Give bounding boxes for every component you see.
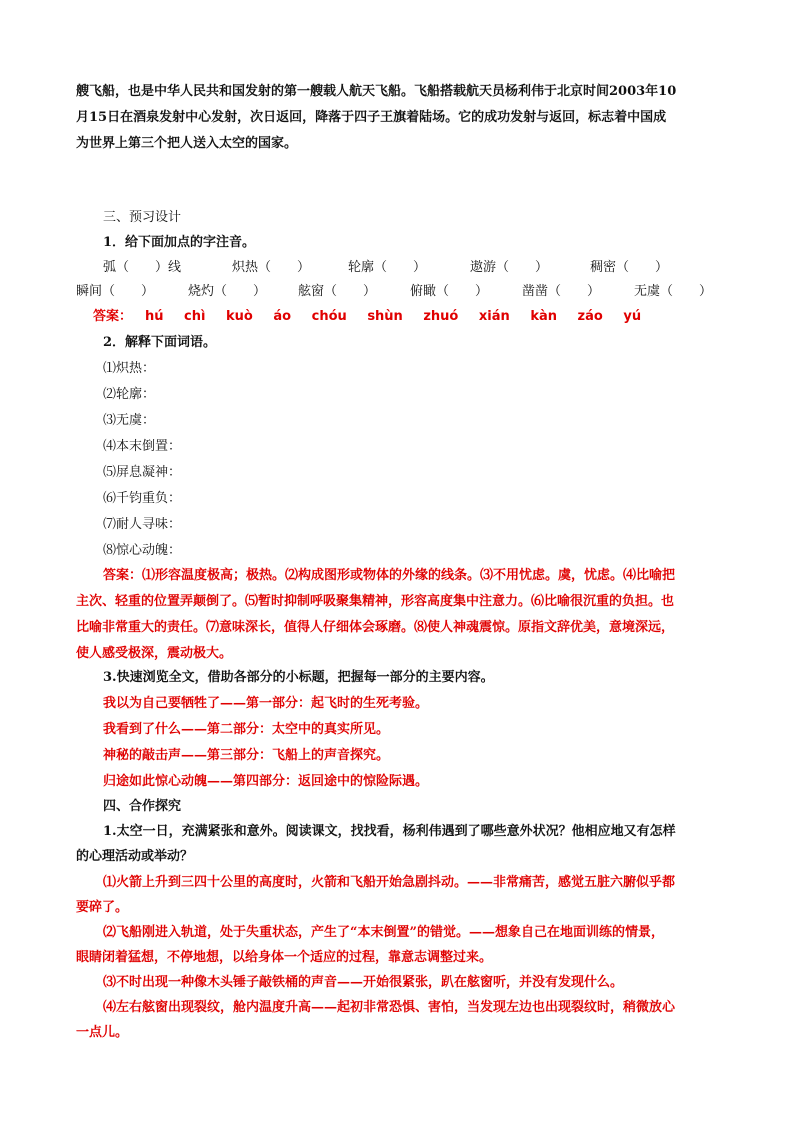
answer-label: 答案： [93, 309, 133, 324]
words-row-1 [0, 258, 794, 278]
section-4-question-line-2: 的心理活动或举动？ [76, 849, 194, 864]
pinyin-item: áo [273, 309, 292, 324]
intro-line-2: 月15日在酒泉发射中心发射，次日返回，降落于四子王旗着陆场。它的成功发射与返回，标志着中国成 [76, 110, 667, 125]
answer-item-2-line-1: ⑵飞船刚进入轨道，处于失重状态，产生了“本末倒置”的错觉。——想象自己在地面训练的情景， [103, 925, 664, 940]
word-item: 舷窗（ ） [298, 284, 377, 299]
intro-line-3: 为世界上第三个把人送入太空的国家。 [76, 136, 298, 151]
pinyin-item: záo [577, 309, 603, 324]
section-4-question-line-1: 1.太空一日，充满紧张和意外。阅读课文，找找看，杨利伟遇到了哪些意外状况？他相应地又有怎样 [103, 824, 676, 839]
answer-item-4-line-1: ⑷左右舷窗出现裂纹，舱内温度升高——起初非常恐惧、害怕，当发现左边也出现裂纹时，稍微放心 [103, 1000, 676, 1015]
pinyin-item: chì [184, 309, 206, 324]
word-item: 轮廓（ ） [348, 260, 427, 275]
word-item: 无虞（ ） [634, 284, 713, 299]
term-item: ⑺耐人寻味： [103, 517, 182, 532]
term-item: ⑸屏息凝神： [103, 465, 182, 480]
term-item: ⑹千钧重负： [103, 491, 182, 506]
question-1: 1．给下面加点的字注音。 [103, 235, 256, 250]
word-item: 炽热（ ） [232, 260, 311, 275]
section-3-title: 三、预习设计 [103, 210, 182, 225]
answer-2-line-2: 主次、轻重的位置弄颠倒了。⑸暂时抑制呼吸聚集精神，形容高度集中注意力。⑹比喻很沉重的负担。也 [76, 594, 675, 609]
term-item: ⑶无虞： [103, 413, 156, 428]
section-4-title: 四、合作探究 [103, 799, 182, 814]
intro-line-1: 艘飞船，也是中华人民共和国发射的第一艘载人航天飞船。飞船搭载航天员杨利伟于北京时间2003年10 [76, 84, 677, 99]
part-item: 我以为自己要牺牲了——第一部分：起飞时的生死考验。 [103, 696, 429, 711]
term-item: ⑴炽热： [103, 361, 156, 376]
pinyin-item: xián [478, 309, 510, 324]
answer-item-4-line-2: 一点儿。 [76, 1025, 129, 1040]
part-item: 我看到了什么——第二部分：太空中的真实所见。 [103, 722, 390, 737]
part-item: 归途如此惊心动魄——第四部分：返回途中的惊险际遇。 [103, 774, 429, 789]
word-item: 稠密（ ） [590, 260, 669, 275]
answer-item-1-line-2: 要碎了。 [76, 900, 129, 915]
pinyin-item: shùn [367, 309, 403, 324]
pinyin-item: yú [623, 309, 642, 324]
answer-2-line-1: 答案：⑴形容温度极高；极热。⑵构成图形或物体的外缘的线条。⑶不用忧虑。虞，忧虑。⑷比喻把 [103, 568, 676, 583]
question-2: 2．解释下面词语。 [103, 335, 217, 350]
term-item: ⑻惊心动魄： [103, 543, 182, 558]
question-3: 3.快速浏览全文，借助各部分的小标题，把握每一部分的主要内容。 [103, 670, 494, 685]
pinyin-item: hú [145, 309, 164, 324]
word-item: 瞬间（ ） [76, 284, 155, 299]
pinyin-item: chóu [311, 309, 347, 324]
answer-2-line-4: 使人感受极深，震动极大。 [76, 646, 233, 661]
pinyin-item: kuò [226, 309, 253, 324]
answer-item-3: ⑶不时出现一种像木头锤子敲铁桶的声音——开始很紧张，趴在舷窗听，并没有发现什么。 [103, 975, 624, 990]
term-item: ⑷本末倒置： [103, 439, 182, 454]
term-item: ⑵轮廓： [103, 387, 156, 402]
words-row-2 [0, 282, 794, 302]
word-item: 俯瞰（ ） [410, 284, 489, 299]
part-item: 神秘的敲击声——第三部分：飞船上的声音探究。 [103, 748, 390, 763]
pinyin-item: kàn [530, 309, 557, 324]
pinyin-item: zhuó [423, 309, 459, 324]
word-item: 烧灼（ ） [188, 284, 267, 299]
answer-2-line-3: 比喻非常重大的责任。⑺意味深长，值得人仔细体会琢磨。⑻使人神魂震惊。原指文辞优美，意境深远， [76, 620, 675, 635]
pinyin-answers [145, 307, 657, 327]
answer-item-2-line-2: 眼睛闭着猛想，不停地想，以给身体一个适应的过程，靠意志调整过来。 [76, 950, 493, 965]
word-item: 弧（ ）线 [103, 260, 182, 275]
word-item: 凿凿（ ） [522, 284, 601, 299]
word-item: 遨游（ ） [470, 260, 549, 275]
answer-item-1-line-1: ⑴火箭上升到三四十公里的高度时，火箭和飞船开始急剧抖动。——非常痛苦，感觉五脏六腑似乎都 [103, 875, 676, 890]
